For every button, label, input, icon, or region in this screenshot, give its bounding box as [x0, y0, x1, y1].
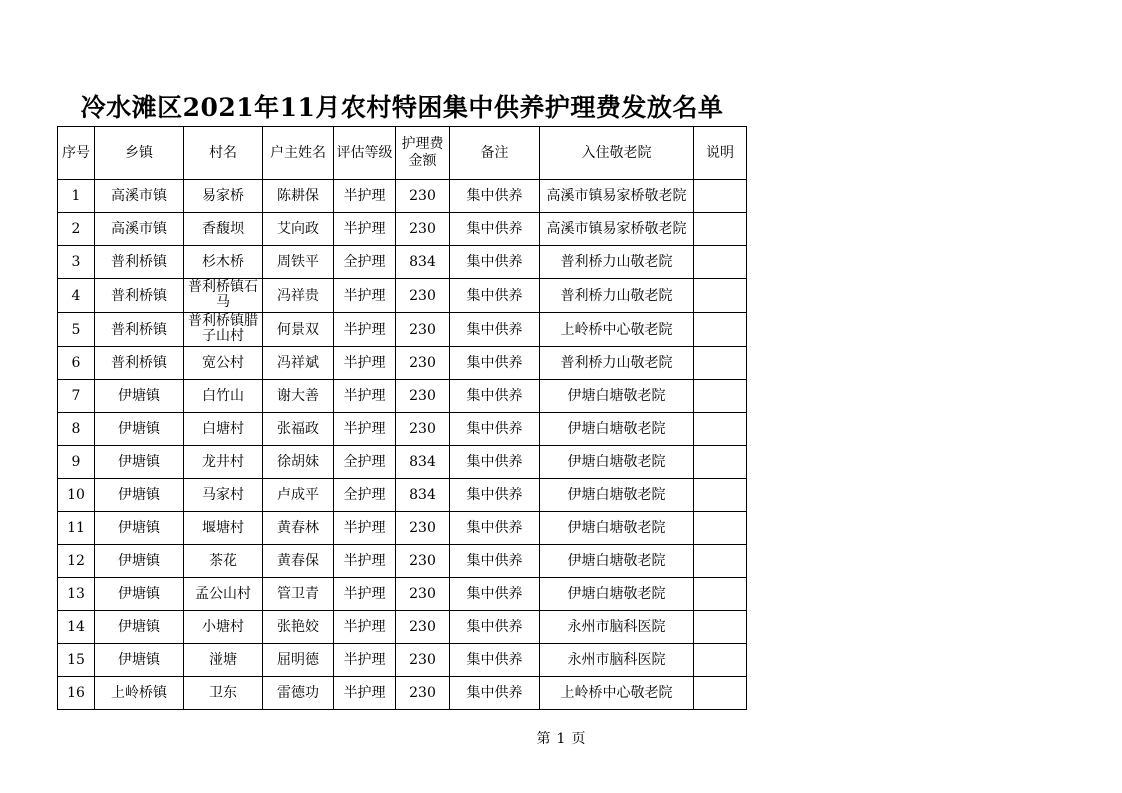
- cell-village: 杉木桥: [184, 246, 263, 279]
- cell-care-fee: 230: [396, 644, 450, 677]
- header-town: 乡镇: [95, 127, 184, 180]
- cell-nursing-home: 高溪市镇易家桥敬老院: [540, 213, 694, 246]
- cell-village: 孟公山村: [184, 578, 263, 611]
- document-title: 冷水滩区2021年11月农村特困集中供养护理费发放名单: [80, 93, 724, 122]
- cell-village: 湴塘: [184, 644, 263, 677]
- cell-seq: 8: [58, 413, 95, 446]
- cell-care-fee: 834: [396, 479, 450, 512]
- cell-assessment-level: 半护理: [334, 578, 396, 611]
- cell-seq: 10: [58, 479, 95, 512]
- cell-explanation: [694, 213, 747, 246]
- cell-care-fee: 230: [396, 413, 450, 446]
- cell-nursing-home: 普利桥力山敬老院: [540, 246, 694, 279]
- header-nursing-home: 入住敬老院: [540, 127, 694, 180]
- cell-seq: 1: [58, 180, 95, 213]
- cell-note: 集中供养: [450, 479, 540, 512]
- cell-nursing-home: 普利桥力山敬老院: [540, 279, 694, 313]
- table-row: [58, 479, 747, 512]
- cell-town: 伊塘镇: [95, 644, 184, 677]
- header-household-head: 户主姓名: [263, 127, 334, 180]
- table-row: [58, 446, 747, 479]
- cell-assessment-level: 半护理: [334, 313, 396, 347]
- cell-household-head: 谢大善: [263, 380, 334, 413]
- cell-seq: 7: [58, 380, 95, 413]
- cell-village: 普利桥镇石马: [184, 279, 263, 313]
- cell-note: 集中供养: [450, 446, 540, 479]
- cell-nursing-home: 上岭桥中心敬老院: [540, 677, 694, 710]
- cell-note: 集中供养: [450, 545, 540, 578]
- cell-village: 卫东: [184, 677, 263, 710]
- cell-explanation: [694, 246, 747, 279]
- cell-village: 香馥坝: [184, 213, 263, 246]
- cell-explanation: [694, 180, 747, 213]
- cell-note: 集中供养: [450, 578, 540, 611]
- cell-town: 伊塘镇: [95, 413, 184, 446]
- cell-town: 普利桥镇: [95, 347, 184, 380]
- cell-household-head: 张福政: [263, 413, 334, 446]
- cell-seq: 5: [58, 313, 95, 347]
- cell-note: 集中供养: [450, 413, 540, 446]
- table-row: [58, 545, 747, 578]
- table-row: [58, 180, 747, 213]
- cell-seq: 16: [58, 677, 95, 710]
- cell-nursing-home: 伊塘白塘敬老院: [540, 380, 694, 413]
- cell-care-fee: 230: [396, 180, 450, 213]
- header-care-fee: [396, 127, 450, 180]
- payment-roster-table: [57, 126, 747, 710]
- cell-nursing-home: 上岭桥中心敬老院: [540, 313, 694, 347]
- cell-household-head: 黄春保: [263, 545, 334, 578]
- cell-note: 集中供养: [450, 611, 540, 644]
- cell-care-fee: 230: [396, 611, 450, 644]
- header-explanation: 说明: [694, 127, 747, 180]
- cell-village: 普利桥镇腊子山村: [184, 313, 263, 347]
- cell-household-head: 冯祥斌: [263, 347, 334, 380]
- cell-nursing-home: 高溪市镇易家桥敬老院: [540, 180, 694, 213]
- cell-note: 集中供养: [450, 512, 540, 545]
- cell-explanation: [694, 313, 747, 347]
- cell-seq: 14: [58, 611, 95, 644]
- cell-care-fee: 230: [396, 279, 450, 313]
- cell-household-head: 管卫青: [263, 578, 334, 611]
- cell-nursing-home: 伊塘白塘敬老院: [540, 545, 694, 578]
- cell-village: 宽公村: [184, 347, 263, 380]
- page-prefix: 第: [536, 731, 551, 747]
- cell-care-fee: 834: [396, 446, 450, 479]
- header-village: 村名: [184, 127, 263, 180]
- cell-town: 伊塘镇: [95, 512, 184, 545]
- cell-town: 普利桥镇: [95, 313, 184, 347]
- cell-village: 白竹山: [184, 380, 263, 413]
- cell-nursing-home: 永州市脑科医院: [540, 644, 694, 677]
- cell-household-head: 冯祥贵: [263, 279, 334, 313]
- cell-seq: 9: [58, 446, 95, 479]
- cell-household-head: 张艳姣: [263, 611, 334, 644]
- cell-explanation: [694, 380, 747, 413]
- cell-village: 小塘村: [184, 611, 263, 644]
- cell-nursing-home: 永州市脑科医院: [540, 611, 694, 644]
- page-number: 1: [556, 731, 566, 747]
- table-row: [58, 644, 747, 677]
- table-row: [58, 677, 747, 710]
- table-row: [58, 413, 747, 446]
- header-assessment-level: 评估等级: [334, 127, 396, 180]
- cell-assessment-level: 半护理: [334, 644, 396, 677]
- cell-assessment-level: 全护理: [334, 446, 396, 479]
- cell-assessment-level: 半护理: [334, 279, 396, 313]
- cell-assessment-level: 半护理: [334, 545, 396, 578]
- cell-village: 堰塘村: [184, 512, 263, 545]
- cell-care-fee: 230: [396, 313, 450, 347]
- cell-household-head: 雷德功: [263, 677, 334, 710]
- cell-town: 普利桥镇: [95, 279, 184, 313]
- cell-village: 易家桥: [184, 180, 263, 213]
- cell-explanation: [694, 512, 747, 545]
- cell-note: 集中供养: [450, 246, 540, 279]
- cell-town: 伊塘镇: [95, 545, 184, 578]
- cell-assessment-level: 半护理: [334, 347, 396, 380]
- cell-explanation: [694, 677, 747, 710]
- table-row: [58, 512, 747, 545]
- cell-town: 上岭桥镇: [95, 677, 184, 710]
- cell-note: 集中供养: [450, 313, 540, 347]
- cell-note: 集中供养: [450, 677, 540, 710]
- cell-care-fee: 230: [396, 347, 450, 380]
- cell-assessment-level: 半护理: [334, 677, 396, 710]
- cell-care-fee: 230: [396, 578, 450, 611]
- header-care-fee-line1: 护理费: [401, 136, 444, 152]
- table-body: [58, 180, 747, 710]
- cell-care-fee: 230: [396, 677, 450, 710]
- cell-assessment-level: 半护理: [334, 213, 396, 246]
- cell-seq: 11: [58, 512, 95, 545]
- cell-town: 伊塘镇: [95, 611, 184, 644]
- cell-assessment-level: 全护理: [334, 479, 396, 512]
- cell-note: 集中供养: [450, 279, 540, 313]
- table-row: [58, 313, 747, 347]
- cell-note: 集中供养: [450, 180, 540, 213]
- cell-household-head: 何景双: [263, 313, 334, 347]
- cell-note: 集中供养: [450, 644, 540, 677]
- cell-explanation: [694, 611, 747, 644]
- cell-care-fee: 834: [396, 246, 450, 279]
- cell-explanation: [694, 545, 747, 578]
- cell-assessment-level: 半护理: [334, 611, 396, 644]
- cell-assessment-level: 半护理: [334, 413, 396, 446]
- cell-village: 龙井村: [184, 446, 263, 479]
- cell-seq: 12: [58, 545, 95, 578]
- cell-town: 伊塘镇: [95, 578, 184, 611]
- table-row: [58, 213, 747, 246]
- cell-town: 高溪市镇: [95, 180, 184, 213]
- cell-nursing-home: 伊塘白塘敬老院: [540, 578, 694, 611]
- cell-care-fee: 230: [396, 545, 450, 578]
- cell-seq: 15: [58, 644, 95, 677]
- table-row: [58, 578, 747, 611]
- cell-care-fee: 230: [396, 512, 450, 545]
- cell-village: 马家村: [184, 479, 263, 512]
- cell-seq: 4: [58, 279, 95, 313]
- cell-household-head: 周铁平: [263, 246, 334, 279]
- cell-explanation: [694, 279, 747, 313]
- cell-household-head: 黄春林: [263, 512, 334, 545]
- cell-explanation: [694, 347, 747, 380]
- cell-care-fee: 230: [396, 380, 450, 413]
- cell-nursing-home: 伊塘白塘敬老院: [540, 413, 694, 446]
- table-row: [58, 380, 747, 413]
- cell-assessment-level: 半护理: [334, 512, 396, 545]
- cell-explanation: [694, 479, 747, 512]
- cell-seq: 6: [58, 347, 95, 380]
- cell-seq: 2: [58, 213, 95, 246]
- cell-seq: 13: [58, 578, 95, 611]
- cell-household-head: 屈明德: [263, 644, 334, 677]
- cell-assessment-level: 全护理: [334, 246, 396, 279]
- cell-note: 集中供养: [450, 347, 540, 380]
- cell-town: 伊塘镇: [95, 446, 184, 479]
- cell-town: 高溪市镇: [95, 213, 184, 246]
- header-seq: 序号: [58, 127, 95, 180]
- cell-town: 伊塘镇: [95, 479, 184, 512]
- cell-household-head: 陈耕保: [263, 180, 334, 213]
- table-row: [58, 279, 747, 313]
- cell-town: 伊塘镇: [95, 380, 184, 413]
- cell-explanation: [694, 578, 747, 611]
- cell-note: 集中供养: [450, 213, 540, 246]
- table-header-row: [58, 127, 747, 180]
- cell-seq: 3: [58, 246, 95, 279]
- cell-nursing-home: 伊塘白塘敬老院: [540, 479, 694, 512]
- cell-explanation: [694, 644, 747, 677]
- cell-note: 集中供养: [450, 380, 540, 413]
- cell-town: 普利桥镇: [95, 246, 184, 279]
- cell-explanation: [694, 413, 747, 446]
- header-note: 备注: [450, 127, 540, 180]
- cell-village: 白塘村: [184, 413, 263, 446]
- cell-household-head: 卢成平: [263, 479, 334, 512]
- cell-nursing-home: 伊塘白塘敬老院: [540, 446, 694, 479]
- cell-household-head: 艾向政: [263, 213, 334, 246]
- cell-explanation: [694, 446, 747, 479]
- cell-assessment-level: 半护理: [334, 380, 396, 413]
- cell-care-fee: 230: [396, 213, 450, 246]
- cell-assessment-level: 半护理: [334, 180, 396, 213]
- page-footer: [0, 728, 1122, 748]
- header-care-fee-line2: 金额: [408, 153, 437, 169]
- cell-village: 茶花: [184, 545, 263, 578]
- page-suffix: 页: [571, 731, 586, 747]
- cell-household-head: 徐胡妹: [263, 446, 334, 479]
- cell-nursing-home: 普利桥力山敬老院: [540, 347, 694, 380]
- table-row: [58, 611, 747, 644]
- table-row: [58, 347, 747, 380]
- cell-nursing-home: 伊塘白塘敬老院: [540, 512, 694, 545]
- table-row: [58, 246, 747, 279]
